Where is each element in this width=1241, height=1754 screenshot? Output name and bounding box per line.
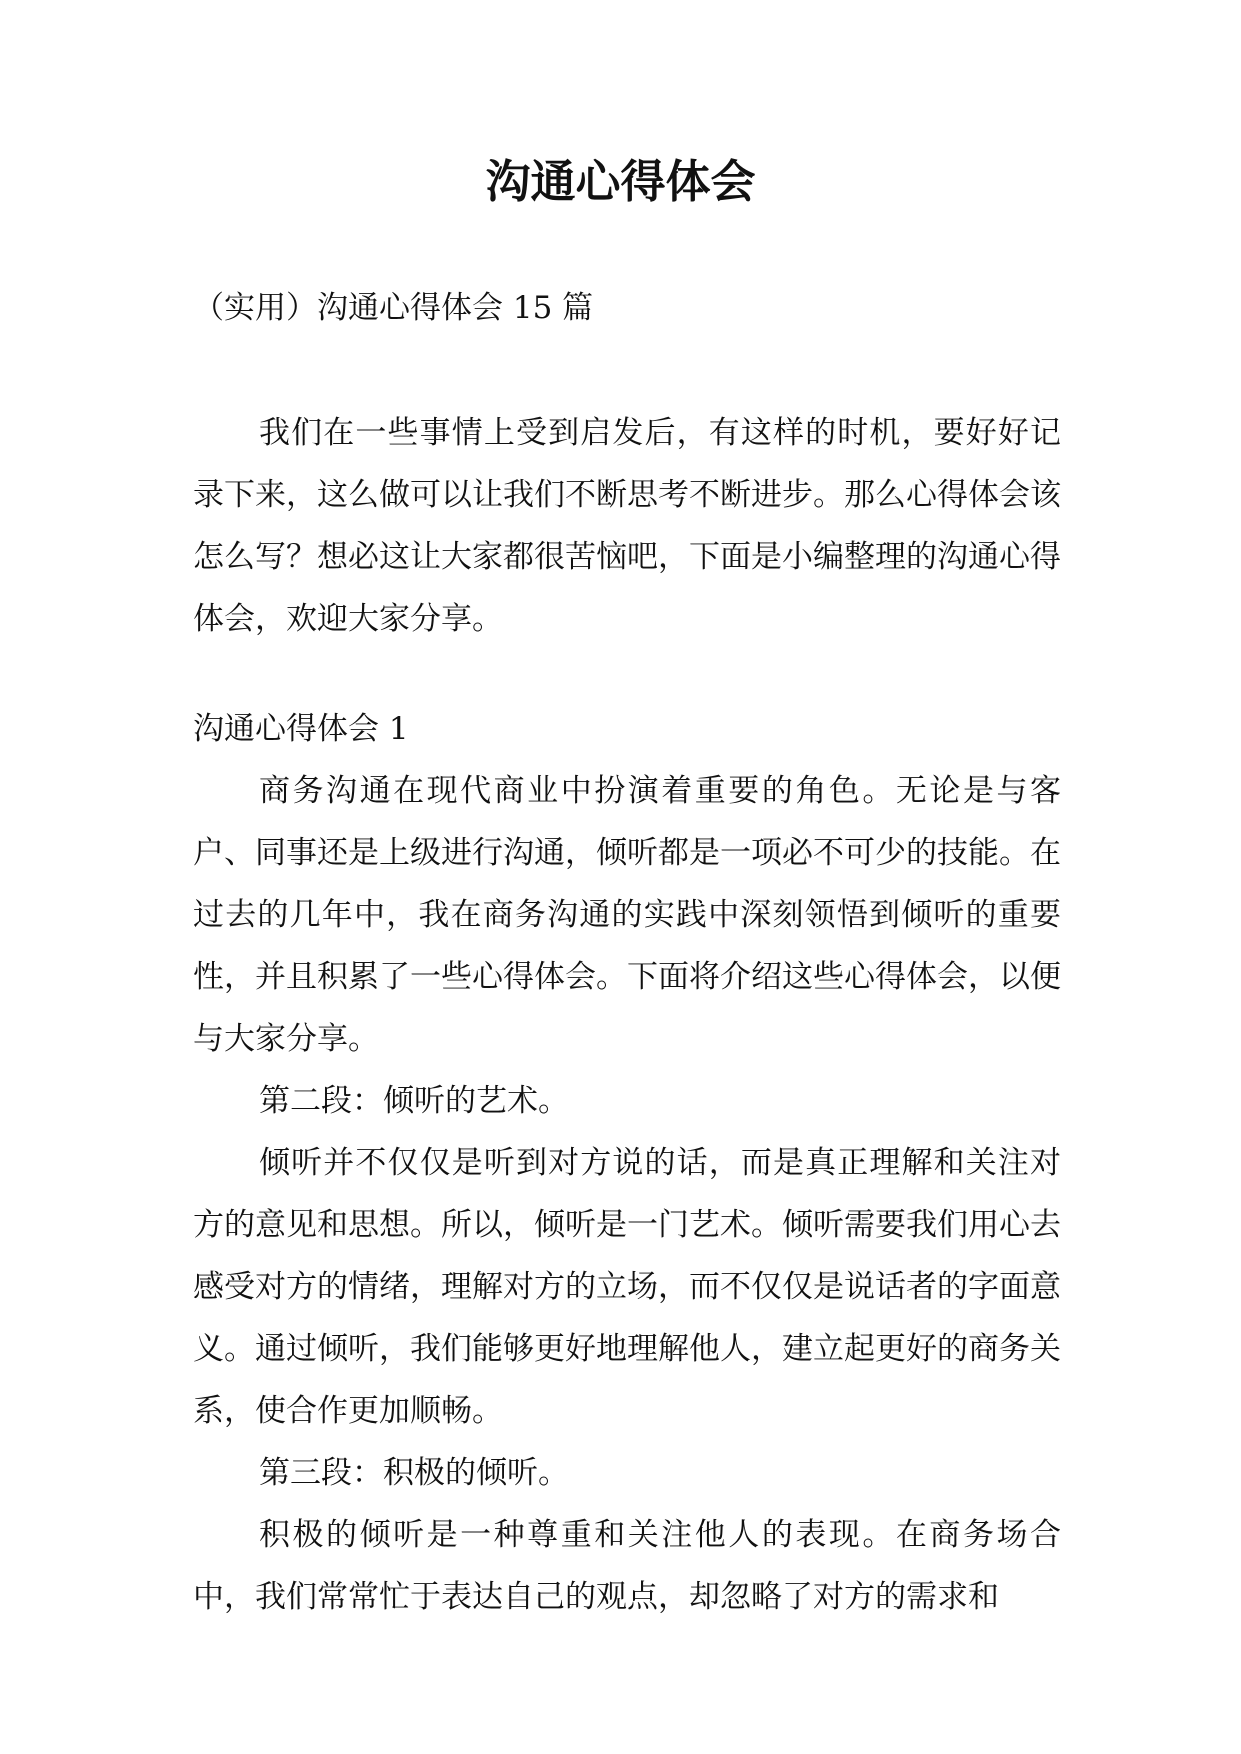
document-title: 沟通心得体会 [485, 155, 756, 208]
intro-paragraph: 我们在一些事情上受到启发后，有这样的时机，要好好记录下来，这么做可以让我们不断思考不断进步。那么心得体会该怎么写？想必这让大家都很苦恼吧，下面是小编整理的沟通心得体会，欢迎大家分享。 [193, 415, 1061, 637]
body-paragraph: 商务沟通在现代商业中扮演着重要的角色。无论是与客户、同事还是上级进行沟通，倾听都是一项必不可少的技能。在过去的几年中，我在商务沟通的实践中深刻领悟到倾听的重要性，并且积累了一些心得体会。下面将介绍这些心得体会，以便与大家分享。 [193, 773, 1061, 1057]
body-paragraph: 第二段：倾听的艺术。 [259, 1083, 569, 1119]
body-paragraph: 积极的倾听是一种尊重和关注他人的表现。在商务场合中，我们常常忙于表达自己的观点，却忽略了对方的需求和 [193, 1517, 1061, 1615]
section-heading: 沟通心得体会 1 [193, 711, 409, 747]
body-paragraph: 倾听并不仅仅是听到对方说的话，而是真正理解和关注对方的意见和思想。所以，倾听是一门艺术。倾听需要我们用心去感受对方的情绪，理解对方的立场，而不仅仅是说话者的字面意义。通过倾听，我们能够更好地理解他人，建立起更好的商务关系，使合作更加顺畅。 [193, 1145, 1061, 1429]
body-paragraph: 第三段：积极的倾听。 [259, 1455, 569, 1491]
section-body [193, 760, 1061, 1628]
document-subtitle: （实用）沟通心得体会 15 篇 [193, 290, 594, 326]
